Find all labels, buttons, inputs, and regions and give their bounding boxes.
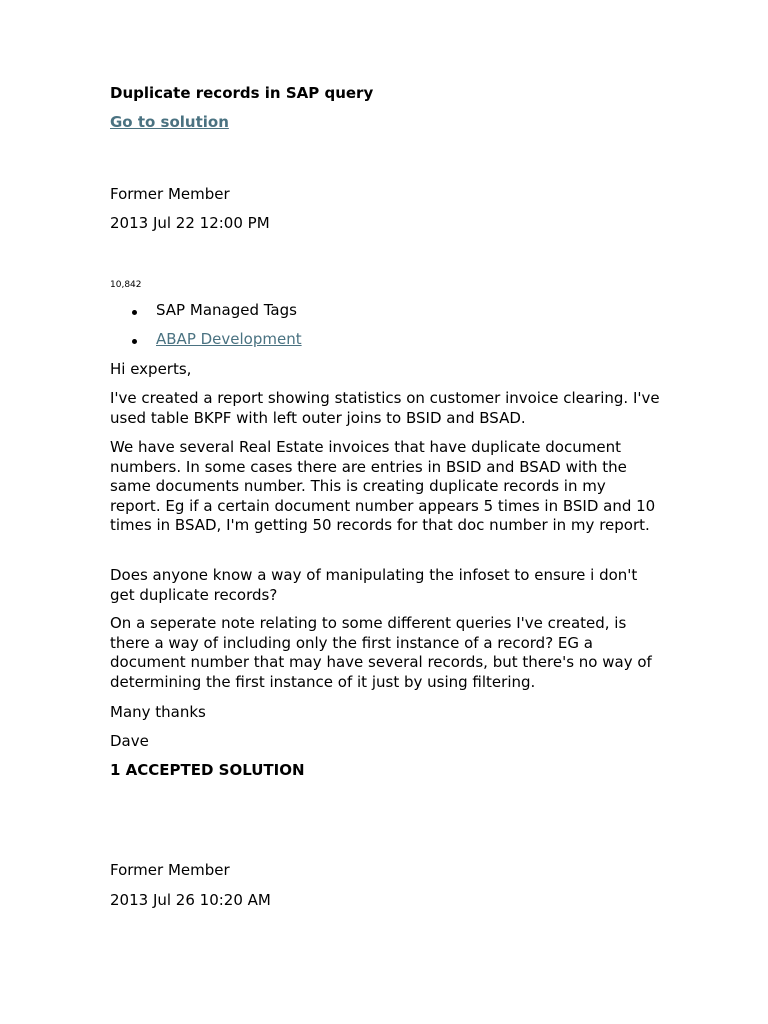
- page-title: Duplicate records in SAP query: [110, 84, 374, 102]
- question-body-paragraph: I've created a report showing statistics on customer invoice clearing. I've used table BKPF with left outer joins to BSID and BSAD.: [110, 389, 660, 427]
- accepted-solution-heading: 1 ACCEPTED SOLUTION: [110, 761, 305, 779]
- tag-list: [110, 301, 302, 359]
- question-body-paragraph: Hi experts,: [110, 360, 192, 378]
- question-body-paragraph: We have several Real Estate invoices that have duplicate document numbers. In some cases there are entries in BSID and BSAD with the same documents number. This is creating duplicate records in my report. Eg if a certain document number appears 5 times in BSID and 10 times in BSAD, I'm getting 50 records for that doc number in my report.: [110, 438, 656, 535]
- question-body-paragraph: Many thanks: [110, 703, 206, 721]
- solution-author[interactable]: Former Member: [110, 861, 230, 879]
- tag-item-abap-development[interactable]: [110, 330, 302, 359]
- question-date: 2013 Jul 22 12:00 PM: [110, 214, 270, 232]
- question-body-paragraph: On a seperate note relating to some different queries I've created, is there a way of including only the first instance of a record? EG a document number that may have several records, but there's no way of determining the first instance of it just by using filtering.: [110, 614, 652, 691]
- question-signature: Dave: [110, 732, 149, 750]
- question-body-paragraph: Does anyone know a way of manipulating the infoset to ensure i don't get duplicate records?: [110, 566, 638, 604]
- tag-item-sap-managed-tags: [110, 301, 302, 330]
- question-author[interactable]: Former Member: [110, 185, 230, 203]
- solution-date: 2013 Jul 26 10:20 AM: [110, 891, 271, 909]
- go-to-solution-link[interactable]: Go to solution: [110, 113, 229, 131]
- view-count: 10,842: [110, 280, 142, 290]
- tag-link-abap-development[interactable]: ABAP Development: [156, 330, 302, 348]
- tag-label: SAP Managed Tags: [156, 301, 297, 319]
